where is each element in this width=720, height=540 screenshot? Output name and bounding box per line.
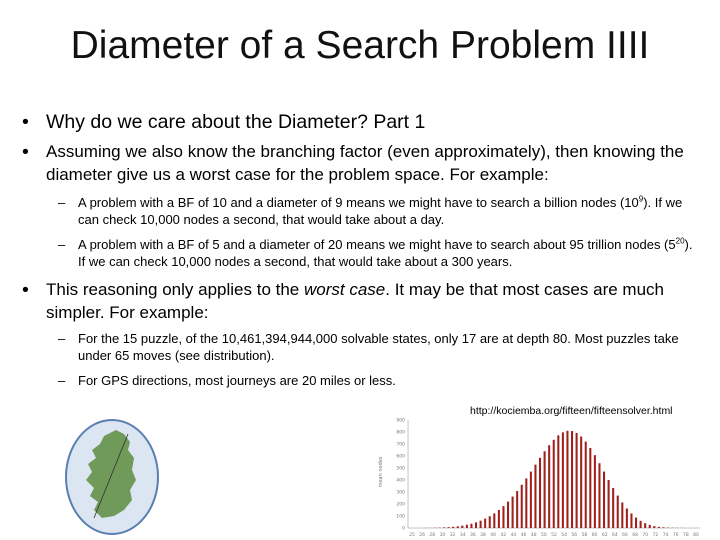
bar — [621, 502, 623, 528]
x-tick-label: 36 — [469, 533, 476, 538]
bullet-2-text: Assuming we also know the branching factor (even approximately), then knowing the diameter give us a worst case for the problem space. For example: — [46, 142, 684, 184]
bar — [612, 488, 614, 528]
bar — [457, 526, 459, 528]
y-tick-label: 100 — [396, 514, 405, 520]
x-tick-label: 72 — [652, 533, 659, 538]
bar — [516, 491, 518, 528]
x-tick-label: 70 — [642, 533, 649, 538]
ireland-map-image — [64, 418, 160, 536]
sub-2-post: ). If we can check 10,000 nodes a second, that would take about a 300 years. — [78, 237, 693, 269]
x-tick-label: 34 — [459, 533, 466, 538]
x-tick-label: 25 — [409, 533, 415, 538]
bullet-1-text: Why do we care about the Diameter? Part 1 — [46, 111, 426, 133]
bar — [480, 521, 482, 528]
bullet-3-post: . It may be that most cases are much simpler. For example: — [46, 280, 664, 322]
bullet-glyph: • — [22, 279, 29, 301]
y-tick-label: 400 — [396, 478, 405, 484]
x-tick-label: 60 — [591, 533, 598, 538]
x-tick-label: 76 — [672, 533, 679, 538]
bullet-glyph: • — [22, 141, 29, 163]
bar — [507, 502, 509, 528]
bar — [544, 451, 546, 528]
bullet-2 — [22, 140, 712, 186]
dash-glyph: – — [58, 237, 66, 252]
y-tick-label: 300 — [396, 490, 405, 496]
sub-bullet-1-text — [78, 194, 698, 228]
x-tick-label: 68 — [632, 533, 639, 538]
bar — [484, 519, 486, 528]
bar — [576, 433, 578, 528]
bar — [448, 527, 450, 528]
x-tick-label: 64 — [611, 533, 618, 538]
y-tick-label: 0 — [402, 526, 405, 532]
bullet-3-emphasis: worst case — [304, 280, 386, 299]
x-tick-label: 52 — [551, 533, 557, 538]
bar — [521, 485, 523, 528]
sub-bullet-4-text: For GPS directions, most journeys are 20 miles or less. — [78, 373, 396, 388]
bar — [598, 463, 600, 528]
bar — [548, 445, 550, 528]
x-tick-label: 56 — [571, 533, 578, 538]
bullet-1 — [22, 110, 712, 134]
x-tick-label: 54 — [561, 533, 568, 538]
x-tick-label: 46 — [520, 533, 527, 538]
y-axis-label: mean nodes — [378, 456, 384, 488]
bar — [608, 480, 610, 528]
bar — [594, 455, 596, 528]
bar — [571, 431, 573, 528]
sub-1-pre: A problem with a BF of 10 and a diameter of 9 means we might have to search a billion nodes (10 — [78, 195, 639, 210]
slide-title: Diameter of a Search Problem IIII — [70, 24, 650, 67]
x-tick-label: 50 — [540, 533, 547, 538]
y-tick-label: 700 — [396, 442, 405, 448]
bar — [653, 526, 655, 528]
bar — [649, 525, 651, 528]
bar — [512, 497, 514, 528]
x-tick-label: 66 — [622, 533, 628, 538]
bar — [470, 524, 472, 528]
x-tick-label: 80 — [693, 533, 699, 538]
y-tick-label: 900 — [396, 418, 405, 424]
bar — [617, 496, 619, 528]
bullet-3 — [22, 278, 712, 324]
bar — [640, 521, 642, 528]
bar — [553, 440, 555, 528]
dash-glyph: – — [58, 373, 66, 388]
bar — [626, 508, 628, 528]
bar — [557, 435, 559, 528]
bar — [530, 472, 532, 528]
dash-glyph: – — [58, 331, 66, 346]
x-tick-label: 44 — [510, 533, 517, 538]
bar — [562, 432, 564, 528]
moves-distribution-chart — [364, 414, 704, 540]
y-tick-label: 600 — [396, 454, 405, 460]
sub-bullet-2-text — [78, 236, 698, 270]
bar — [534, 465, 536, 528]
sub-bullet-4 — [58, 372, 698, 389]
bar — [493, 513, 495, 528]
sub-2-exponent: 20 — [675, 236, 685, 246]
sub-bullet-3-text: For the 15 puzzle, of the 10,461,394,944,000 solvable states, only 17 are at depth 80. Most puzzles take under 65 moves (see distribution). — [78, 331, 679, 363]
sub-bullet-2 — [58, 236, 698, 270]
y-tick-label: 800 — [396, 430, 405, 436]
bar — [539, 458, 541, 528]
bar — [502, 506, 504, 528]
bar — [461, 526, 463, 528]
bar — [585, 442, 587, 528]
sub-1-post: ). If we can check 10,000 nodes a second, that would take about a day. — [78, 195, 683, 227]
bar — [466, 525, 468, 528]
bullet-glyph: • — [22, 111, 29, 133]
bar — [443, 527, 445, 528]
bar — [635, 518, 637, 528]
bullet-3-text — [46, 278, 712, 324]
x-tick-label: 78 — [682, 533, 689, 538]
sub-bullet-1 — [58, 194, 698, 228]
x-tick-label: 62 — [601, 533, 608, 538]
x-tick-label: 74 — [662, 533, 669, 538]
bar — [475, 522, 477, 528]
bar — [566, 431, 568, 528]
x-tick-label: 48 — [530, 533, 537, 538]
bullet-3-pre: This reasoning only applies to the — [46, 280, 304, 299]
sub-bullet-3 — [58, 330, 698, 364]
bar — [580, 437, 582, 528]
x-tick-label: 38 — [480, 533, 486, 538]
bar — [452, 527, 454, 528]
x-tick-label: 26 — [419, 533, 426, 538]
sub-2-pre: A problem with a BF of 5 and a diameter of 20 means we might have to search about 95 trillion nodes (5 — [78, 237, 676, 252]
bar — [589, 448, 591, 528]
dash-glyph: – — [58, 195, 66, 210]
bar — [658, 527, 660, 528]
bar — [644, 523, 646, 528]
x-tick-label: 42 — [500, 533, 507, 538]
x-tick-label: 28 — [429, 533, 436, 538]
bar — [498, 510, 500, 528]
y-tick-label: 200 — [396, 502, 405, 508]
x-tick-label: 32 — [449, 533, 456, 538]
x-tick-label: 30 — [439, 533, 446, 538]
sub-1-exponent: 9 — [638, 194, 644, 204]
source-url[interactable]: http://kociemba.org/fifteen/fifteensolver.html — [470, 405, 673, 417]
bar — [630, 513, 632, 528]
x-tick-label: 58 — [581, 533, 588, 538]
bar — [662, 527, 664, 528]
y-tick-label: 500 — [396, 466, 405, 472]
bar — [603, 472, 605, 528]
bar — [489, 516, 491, 528]
bar — [525, 478, 527, 528]
x-tick-label: 40 — [490, 533, 497, 538]
